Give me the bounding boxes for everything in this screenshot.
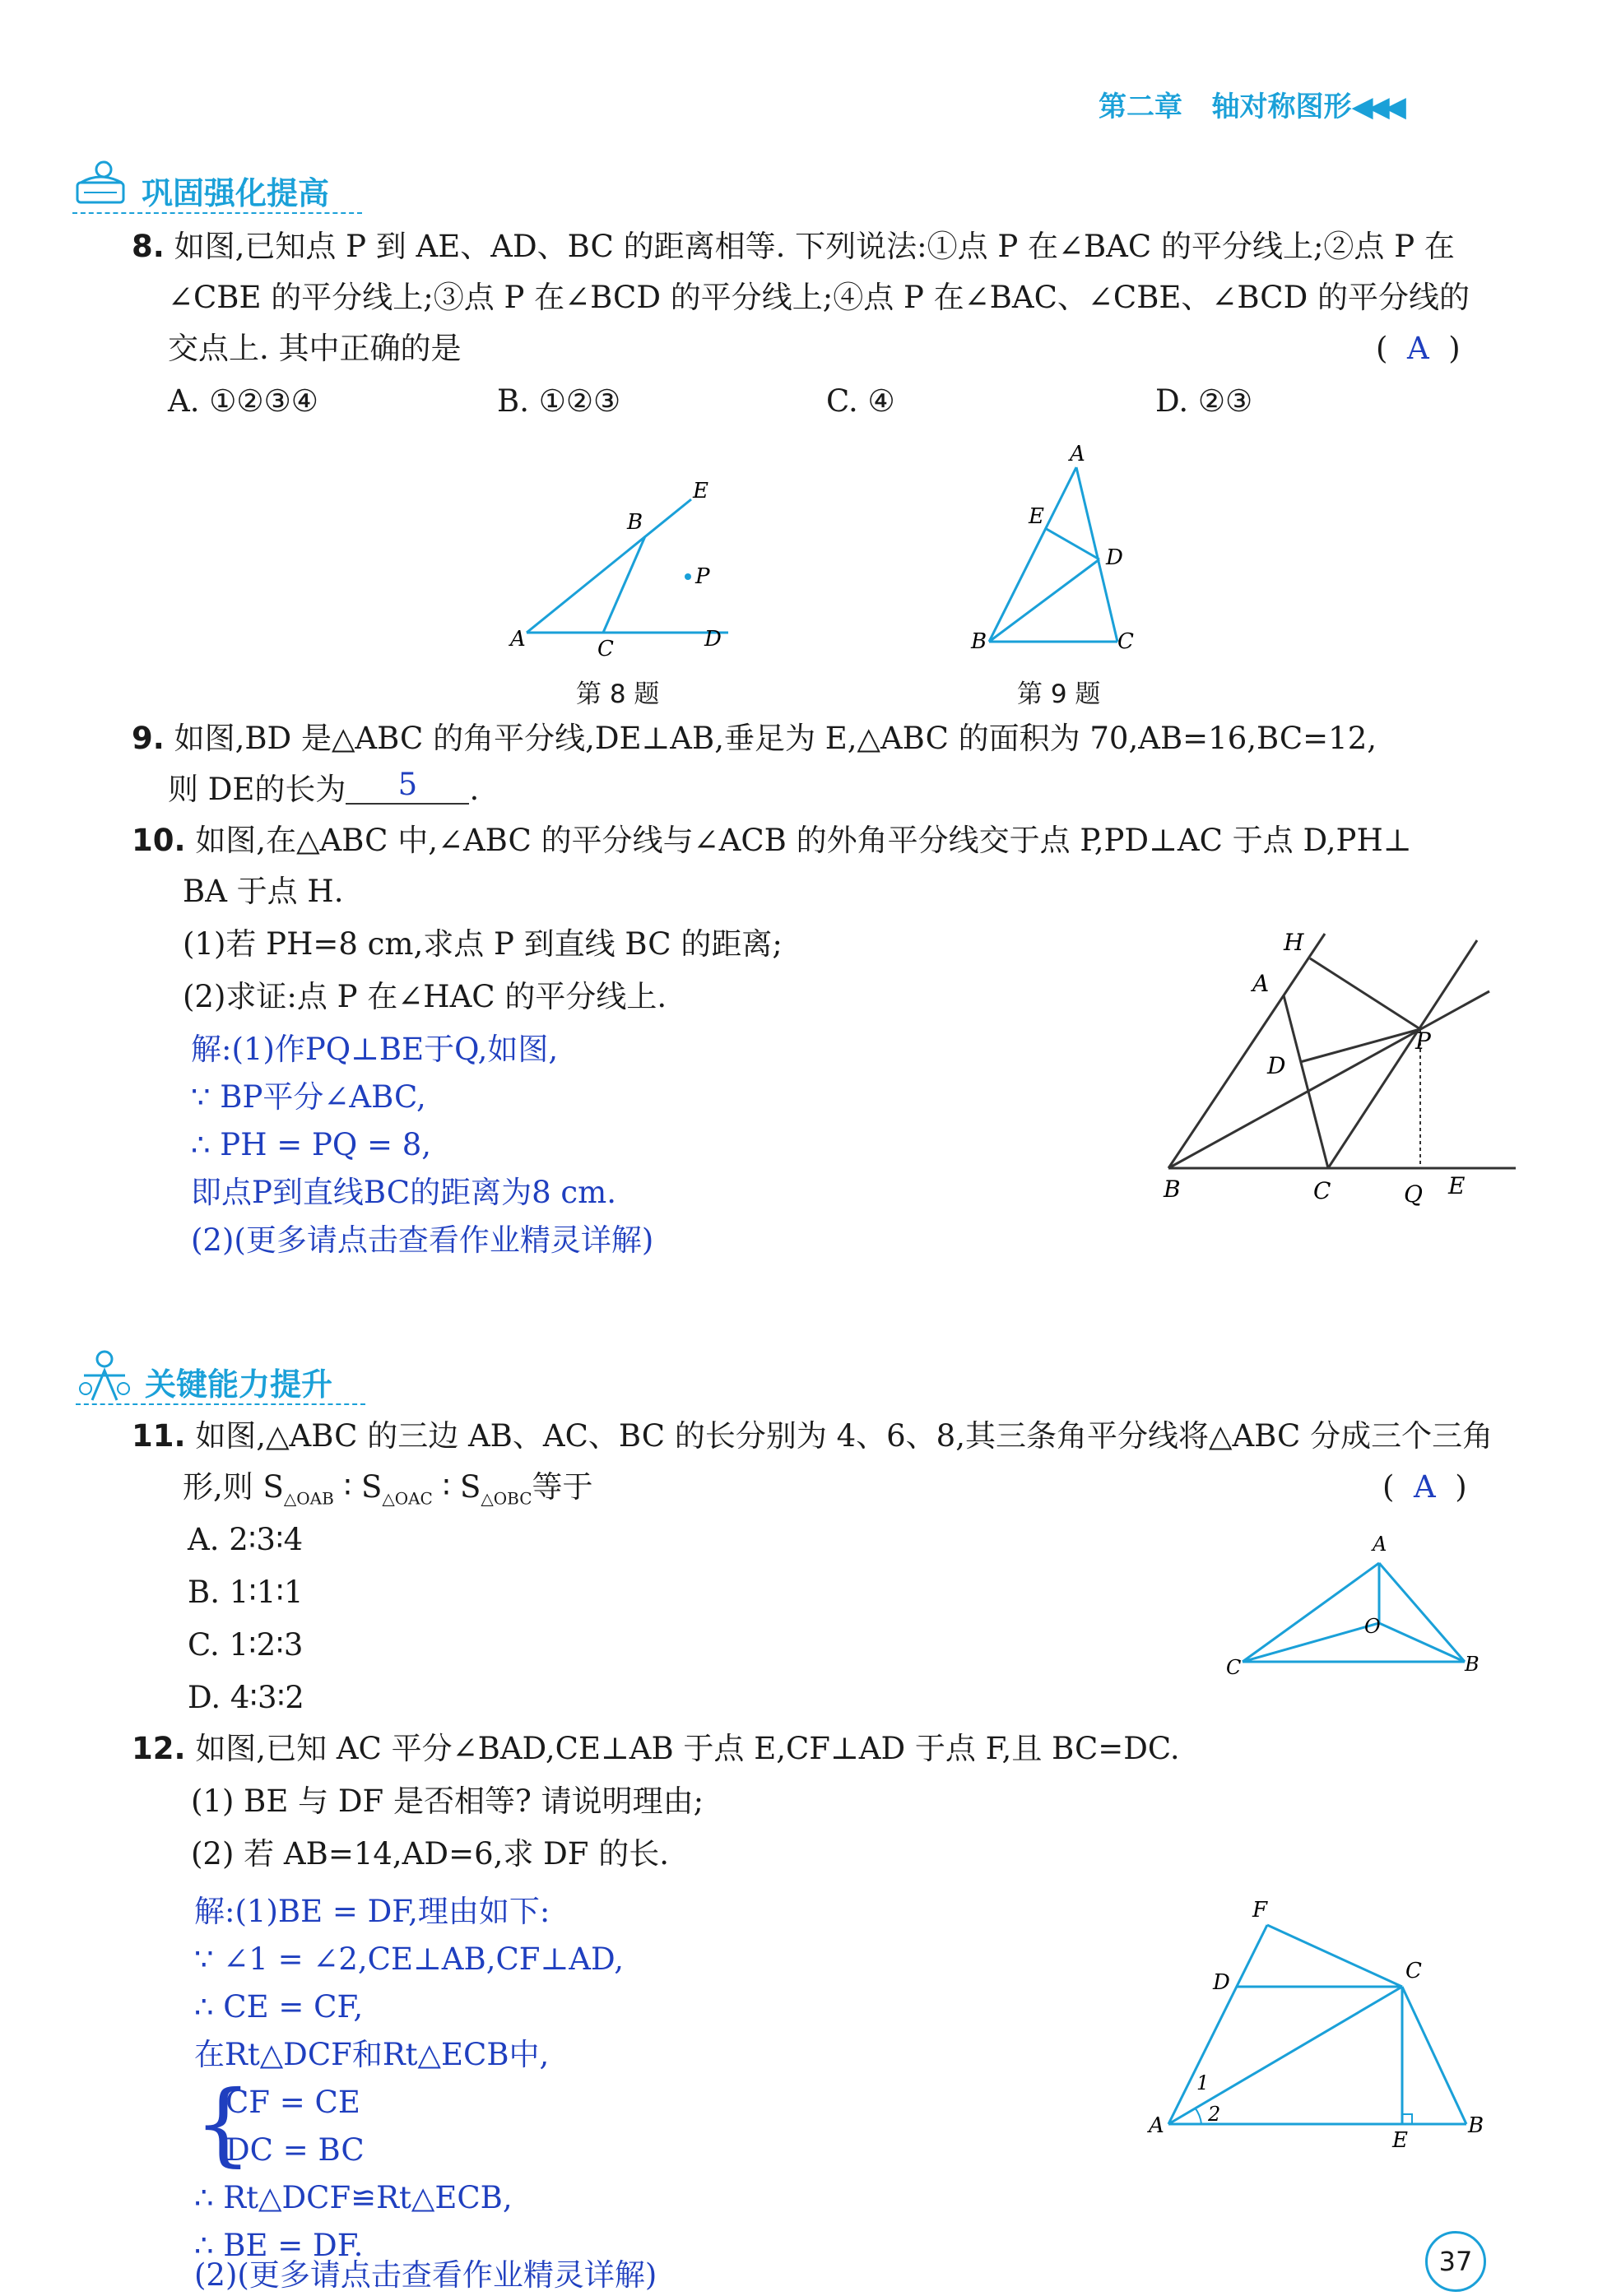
q8-label-b: B (627, 510, 643, 535)
q8-label-d: D (704, 627, 722, 652)
q11-line1: 11. 如图,△ABC 的三边 AB、AC、BC 的长分别为 4、6、8,其三条角平分线将△ABC 分成三个三角 (132, 1418, 1493, 1454)
q10-line2: BA 于点 H. (183, 874, 344, 909)
q9-label-e: E (1029, 504, 1044, 529)
q9-caption: 第 9 题 (1017, 680, 1101, 709)
q8-figure (494, 473, 741, 658)
q9-line1: 9. 如图,BD 是△ABC 的角平分线,DE⊥AB,垂足为 E,△ABC 的面积为 70,AB=16,BC=12, (132, 721, 1377, 756)
q10-figure (1152, 917, 1522, 1213)
q12-sol-1: 解:(1)BE = DF,理由如下: (194, 1894, 550, 1929)
chapter-label: 第二章 轴对称图形◀◀◀ (1099, 90, 1401, 123)
q10-label-a: A (1252, 970, 1270, 997)
q11-option-b: B. 1∶1∶1 (188, 1575, 304, 1610)
q8-caption: 第 8 题 (576, 680, 660, 709)
section-title-key-abilities: 关键能力提升 (145, 1366, 333, 1403)
q11-label-c: C (1226, 1656, 1242, 1679)
q11-label-b: B (1465, 1653, 1480, 1676)
q9-label-b: B (971, 629, 987, 654)
q12-sol-8: ∴ BE = DF. (194, 2228, 364, 2263)
q12-label-2: 2 (1208, 2103, 1221, 2126)
q12-brace: { (194, 2071, 252, 2176)
q12-sol-2: ∵ ∠1 = ∠2,CE⊥AB,CF⊥AD, (194, 1941, 625, 1977)
q8-option-d: D. ②③ (1155, 383, 1253, 419)
page-number: 37 (1425, 2231, 1486, 2292)
q10-sol-2: ∵ BP平分∠ABC, (191, 1079, 426, 1115)
q11-option-a: A. 2∶3∶4 (188, 1522, 304, 1557)
q10-more-link[interactable]: (2)(更多请点击查看作业精灵详解) (191, 1222, 654, 1258)
q10-sol-4: 即点P到直线BC的距离为8 cm. (191, 1175, 616, 1210)
q11-figure (1218, 1526, 1489, 1682)
q9-figure (963, 436, 1152, 658)
q10-sub2: (2)求证:点 P 在∠HAC 的平分线上. (183, 979, 667, 1014)
q12-label-f: F (1252, 1898, 1268, 1923)
q10-label-c: C (1313, 1177, 1331, 1204)
q12-label-e: E (1392, 2128, 1408, 2153)
q8-label-c: C (597, 637, 614, 658)
q8-answer: ( A ) (1376, 331, 1461, 366)
q12-label-d: D (1213, 1970, 1230, 1995)
q11-label-a: A (1373, 1533, 1387, 1556)
q8-option-a: A. ①②③④ (168, 383, 318, 419)
q12-more-link[interactable]: (2)(更多请点击查看作业精灵详解) (194, 2257, 657, 2293)
q9-line2: 则 DE的长为 5 . (168, 767, 480, 807)
q8-label-a: A (510, 627, 526, 652)
gears-person-icon (76, 1343, 133, 1405)
q10-label-p: P (1415, 1027, 1431, 1055)
q8-label-p: P (695, 564, 710, 589)
q12-sol-5: CF = CE (225, 2085, 360, 2120)
q12-line1: 12. 如图,已知 AC 平分∠BAD,CE⊥AB 于点 E,CF⊥AD 于点 F,且 BC=DC. (132, 1731, 1180, 1766)
q12-figure (1144, 1892, 1498, 2164)
q12-sol-6: DC = BC (225, 2132, 365, 2168)
q11-answer: ( A ) (1382, 1469, 1467, 1505)
q11-option-d: D. 4∶3∶2 (188, 1680, 304, 1715)
book-reading-icon (72, 155, 138, 212)
q10-line1: 10. 如图,在△ABC 中,∠ABC 的平分线与∠ACB 的外角平分线交于点 P,PD⊥AC 于点 D,PH⊥ (132, 823, 1412, 858)
q12-label-b: B (1468, 2113, 1484, 2138)
q8-line2: ∠CBE 的平分线上;③点 P 在∠BCD 的平分线上;④点 P 在∠BAC、∠CBE、∠BCD 的平分线的 (168, 280, 1470, 315)
q12-sub2: (2) 若 AB=14,AD=6,求 DF 的长. (191, 1836, 669, 1872)
q8-option-b: B. ①②③ (497, 383, 621, 419)
q12-label-c: C (1405, 1959, 1422, 1983)
section-title-consolidate: 巩固强化提高 (142, 175, 330, 211)
q12-sol-3: ∴ CE = CF, (194, 1989, 364, 2025)
section-divider (72, 212, 362, 214)
q9-label-a: A (1070, 442, 1085, 466)
q8-line3: 交点上. 其中正确的是 (168, 331, 462, 366)
q9-answer: 5 (397, 767, 418, 802)
q12-label-a: A (1149, 2113, 1164, 2138)
q9-label-d: D (1106, 545, 1123, 570)
q10-label-b: B (1164, 1176, 1181, 1203)
q10-label-e: E (1448, 1172, 1466, 1199)
q8-option-c: C. ④ (826, 383, 895, 419)
q12-label-1: 1 (1196, 2071, 1210, 2094)
q12-sub1: (1) BE 与 DF 是否相等? 请说明理由; (191, 1783, 704, 1819)
q10-label-h: H (1284, 929, 1304, 956)
q12-sol-4: 在Rt△DCF和Rt△ECB中, (194, 2037, 550, 2072)
q11-line2: 形,则 $S_{\triangle OAB}$ ∶ $S_{\triangle OAC}$ ∶ $S_{\triangle OBC}$等于 (183, 1469, 593, 1509)
q10-label-d: D (1267, 1052, 1286, 1079)
q12-sol-7: ∴ Rt△DCF≌Rt△ECB, (194, 2180, 513, 2215)
q10-label-q: Q (1404, 1180, 1423, 1208)
q8-line1: 8. 如图,已知点 P 到 AE、AD、BC 的距离相等. 下列说法:①点 P 在∠BAC 的平分线上;②点 P 在 (132, 229, 1455, 264)
arrows-icon: ◀◀◀ (1351, 90, 1401, 123)
q10-sol-3: ∴ PH = PQ = 8, (191, 1127, 432, 1162)
q10-sol-1: 解:(1)作PQ⊥BE于Q,如图, (191, 1032, 559, 1067)
q8-label-e: E (693, 479, 708, 503)
q9-label-c: C (1117, 629, 1134, 654)
section-divider (76, 1403, 365, 1405)
q11-label-o: O (1364, 1615, 1381, 1638)
q10-sub1: (1)若 PH=8 cm,求点 P 到直线 BC 的距离; (183, 926, 783, 962)
q11-option-c: C. 1∶2∶3 (188, 1627, 304, 1663)
